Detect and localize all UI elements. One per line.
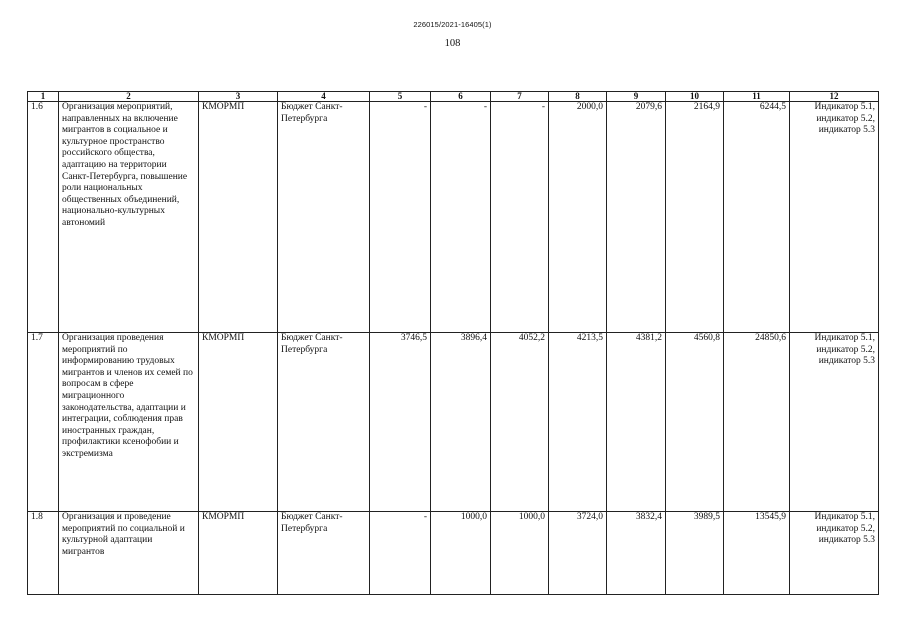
header-row (28, 92, 879, 102)
row-number: 1.7 (28, 333, 59, 512)
column-header: 9 (607, 92, 666, 102)
activity-name: Организация мероприятий, направленных на включение мигрантов в социальное и культурное пространство российского общества, адаптацию на территории Санкт-Петербурга, повышение роли национальных общественных объединений, национально-культурных автономий (59, 102, 199, 333)
funding-source: Бюджет Санкт-Петербурга (278, 102, 370, 333)
value-cell: 3832,4 (607, 512, 666, 595)
indicators: Индикатор 5.1, индикатор 5.2, индикатор 5.3 (790, 102, 879, 333)
executor: КМОРМП (199, 512, 278, 595)
value-cell: - (370, 512, 431, 595)
page-number: 108 (444, 38, 461, 49)
column-header: 2 (59, 92, 199, 102)
value-cell: - (491, 102, 549, 333)
total-cell: 24850,6 (724, 333, 790, 512)
table-row (28, 333, 879, 512)
value-cell: 3989,5 (666, 512, 724, 595)
document-id: 226015/2021-16405(1) (413, 20, 492, 29)
column-header: 10 (666, 92, 724, 102)
value-cell: - (370, 102, 431, 333)
value-cell: 2000,0 (549, 102, 607, 333)
column-header: 12 (790, 92, 879, 102)
column-header: 4 (278, 92, 370, 102)
executor: КМОРМП (199, 333, 278, 512)
row-number: 1.8 (28, 512, 59, 595)
value-cell: 1000,0 (431, 512, 491, 595)
column-header: 3 (199, 92, 278, 102)
table-row (28, 512, 879, 595)
indicators: Индикатор 5.1, индикатор 5.2, индикатор 5.3 (790, 333, 879, 512)
value-cell: 2079,6 (607, 102, 666, 333)
value-cell: 4213,5 (549, 333, 607, 512)
column-header: 6 (431, 92, 491, 102)
value-cell: 3724,0 (549, 512, 607, 595)
value-cell: 3746,5 (370, 333, 431, 512)
column-header: 7 (491, 92, 549, 102)
column-header: 11 (724, 92, 790, 102)
column-header: 5 (370, 92, 431, 102)
funding-source: Бюджет Санкт-Петербурга (278, 512, 370, 595)
value-cell: - (431, 102, 491, 333)
total-cell: 13545,9 (724, 512, 790, 595)
value-cell: 4381,2 (607, 333, 666, 512)
activity-name: Организация проведения мероприятий по информированию трудовых мигрантов и членов их семей по вопросам в сфере миграционного законодательства, адаптации и интеграции, соблюдения прав иностранных граждан, профилактики ксенофобии и экстремизма (59, 333, 199, 512)
value-cell: 2164,9 (666, 102, 724, 333)
funding-source: Бюджет Санкт-Петербурга (278, 333, 370, 512)
table-row (28, 102, 879, 333)
executor: КМОРМП (199, 102, 278, 333)
value-cell: 4560,8 (666, 333, 724, 512)
row-number: 1.6 (28, 102, 59, 333)
activity-name: Организация и проведение мероприятий по социальной и культурной адаптации мигрантов (59, 512, 199, 595)
value-cell: 4052,2 (491, 333, 549, 512)
value-cell: 3896,4 (431, 333, 491, 512)
column-header: 8 (549, 92, 607, 102)
value-cell: 1000,0 (491, 512, 549, 595)
indicators: Индикатор 5.1, индикатор 5.2, индикатор 5.3 (790, 512, 879, 595)
program-table (27, 91, 879, 595)
total-cell: 6244,5 (724, 102, 790, 333)
column-header: 1 (28, 92, 59, 102)
